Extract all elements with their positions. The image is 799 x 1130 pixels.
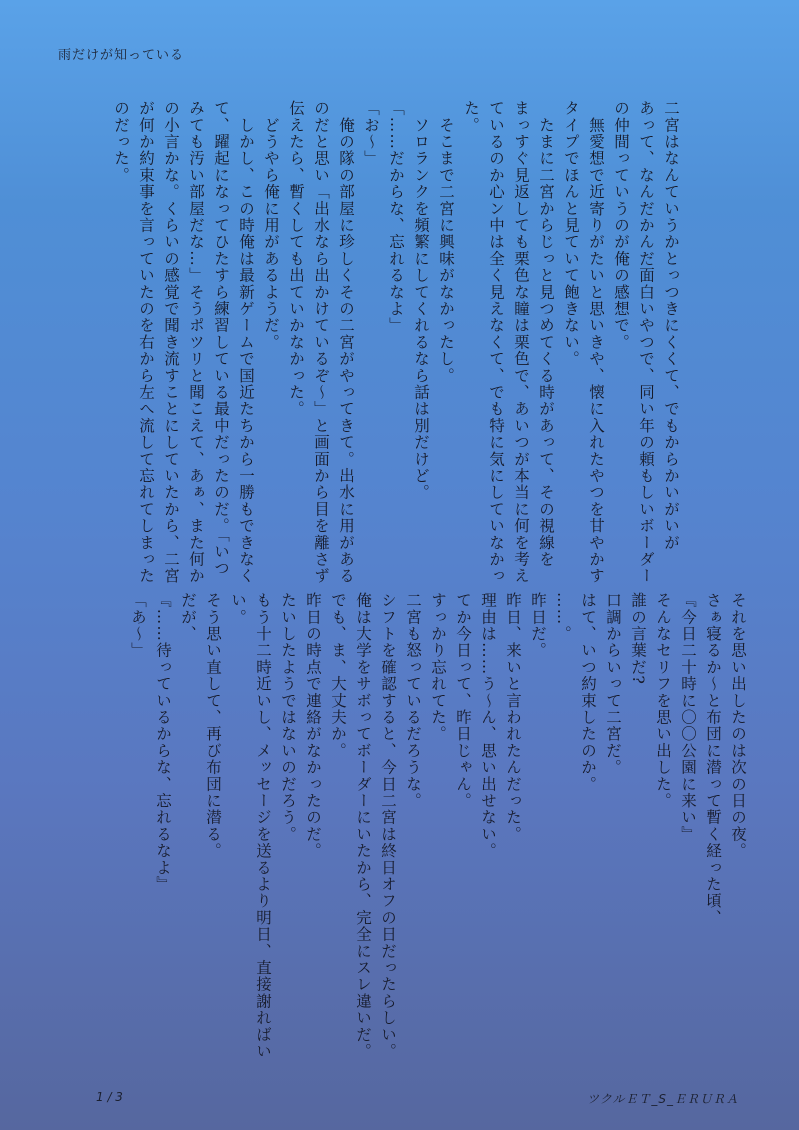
text-line: どうやら俺に用があるようだ。 [262,100,280,351]
text-line: 二宮はなんていうかとっつきにくくて、でもからかいがいが [662,100,680,551]
text-line: ているのか心ン中は全く見えなくて、でも特に気にしていなかっ [487,100,505,585]
text-line: て、躍起になってひたすら練習している最中だったのだ。「いつ [212,100,230,577]
text-line: そう思い直して、再び布団に潜る。 [204,592,222,860]
text-line: たまに二宮からじっと見つめてくる時があって、その視線を [537,100,555,568]
author-credit: ツクルＥＴ_S_ＥＲＵＲＡ [586,1092,739,1106]
text-line: 俺の隊の部屋に珍しくその二宮がやってきて。出水に用がある [337,100,355,585]
text-line: 昨日だ。 [529,592,547,659]
page-number: 1 / 3 [96,1090,123,1104]
text-line: ソロランクを頻繁にしてくれるなら話は別だけど。 [412,100,430,501]
text-line: まっすぐ見返しても栗色な瞳は栗色で、あいつが本当に何を考え [512,100,530,585]
text-line: でも、ま、大丈夫か。 [329,592,347,759]
text-line: が何か約束事を言っていたのを右から左へ流して忘れてしまった [137,100,155,585]
text-line: のだった。 [112,100,130,184]
text-line: みても汚い部屋だな…」そうポツリと聞こえて、あぁ、また何か [187,100,205,585]
text-line: 『……待っているからな、忘れるなよ』 [154,592,172,893]
text-line: 口調からいって二宮だ。 [604,592,622,776]
text-line: そこまで二宮に興味がなかったし。 [437,100,455,384]
text-line: 誰の言葉だ? [629,592,647,686]
text-line: 『今日二十時に〇〇公園に来い』 [679,592,697,843]
upper-text-block [108,100,683,585]
text-line: すっかり忘れてた。 [429,592,447,743]
text-line: 伝えたら、暫くしても出ていかなかった。 [287,100,305,418]
text-line: もう十二時近いし、メッセージを送るより明日、直接謝ればい [254,592,272,1060]
text-line: 昨日、来いと言われたんだった。 [504,592,522,843]
text-line: の小言かな。くらいの感覚で聞き流すことにしていたから、二宮 [162,100,180,585]
text-line: タイプでほんと見ていて飽きない。 [562,100,580,368]
text-line: しかし、この時俺は最新ゲームで国近たちから一勝もできなく [237,100,255,585]
text-line: 「……だからな、忘れるなよ」 [387,100,405,334]
text-line: さぁ寝るか〜と布団に潜って暫く経った頃、 [704,592,722,926]
text-line: ……。 [554,592,572,643]
text-line: 俺は大学をサボってボーダーにいたから、完全にスレ違いだ。 [354,592,372,1060]
text-line: 理由は……う〜ん、思い出せない。 [479,592,497,860]
text-line: い。 [229,592,247,626]
text-line: 「あ〜」 [129,592,147,659]
text-line: の仲間っていうのが俺の感想で。 [612,100,630,351]
text-line: 「お〜」 [362,100,380,167]
text-line: 昨日の時点で連絡がなかったのだ。 [304,592,322,860]
lower-text-block [125,592,750,1072]
text-line: たいしたようではないのだろう。 [279,592,297,843]
text-line: てか今日って、昨日じゃん。 [454,592,472,810]
text-line: だが、 [179,592,197,643]
text-line: 無愛想で近寄りがたいと思いきや、懐に入れたやつを甘やかす [587,100,605,585]
text-line: 二宮も怒っているだろうな。 [404,592,422,810]
text-line: た。 [462,100,480,134]
work-title: 雨だけが知っている [58,48,185,63]
text-line: はて、いつ約束したのか。 [579,592,597,793]
text-line: シフトを確認すると、今日二宮は終日オフの日だったらしい。 [379,592,397,1060]
text-line: それを思い出したのは次の日の夜。 [729,592,747,860]
text-line: そんなセリフを思い出した。 [654,592,672,810]
text-line: のだと思い「出水なら出かけているぞ〜」と画面から目を離さず [312,100,330,585]
text-line: あって、なんだかんだ面白いやつで、同い年の頼もしいボーダー [637,100,655,585]
